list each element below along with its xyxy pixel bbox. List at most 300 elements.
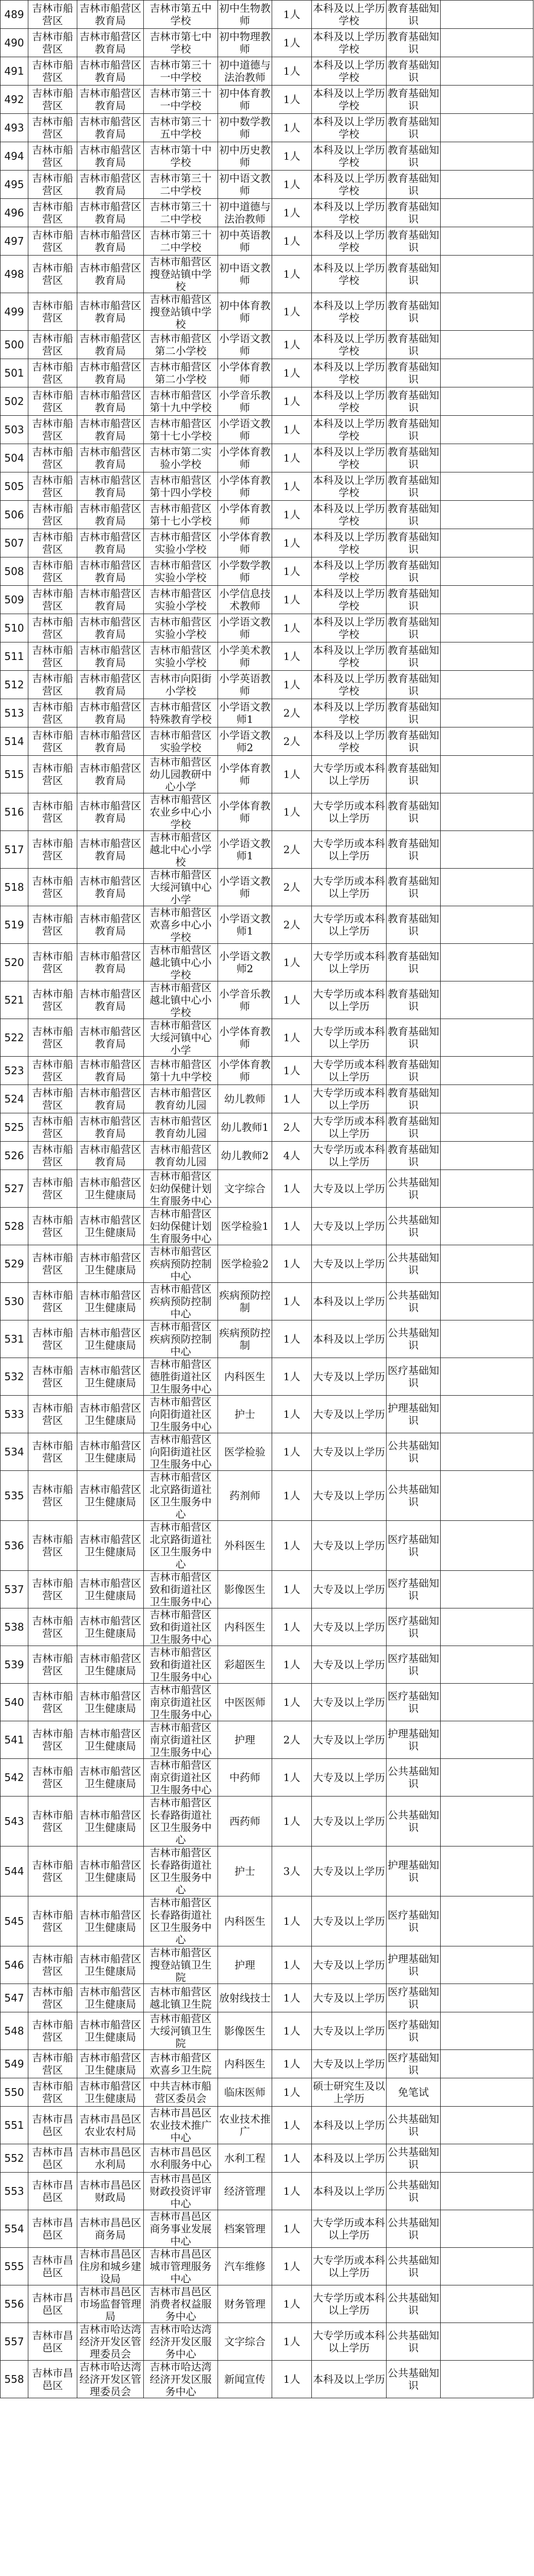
education-cell: 大专学历或本科以上学历 [312, 1113, 387, 1142]
table-row [1, 57, 533, 86]
blank-cell [441, 1521, 533, 1571]
table-row [1, 142, 533, 171]
blank-cell [441, 1571, 533, 1608]
row-number: 553 [1, 2173, 28, 2210]
area-cell: 吉林市船营区 [28, 1608, 77, 1646]
table-row [1, 944, 533, 981]
exam-cell: 教育基础知识 [387, 227, 441, 256]
department-cell: 吉林市船营区教育局 [77, 614, 144, 642]
unit-cell: 中共吉林市船营区委员会 [144, 2078, 218, 2107]
education-cell: 大专及以上学历 [312, 1521, 387, 1571]
post-cell: 初中数学教师 [218, 114, 272, 142]
table-row [1, 1946, 533, 1984]
row-number: 527 [1, 1170, 28, 1208]
table-row [1, 29, 533, 57]
blank-cell [441, 2285, 533, 2323]
area-cell: 吉林市船营区 [28, 1721, 77, 1759]
row-number: 510 [1, 614, 28, 642]
post-cell: 小学体育教师 [218, 501, 272, 529]
exam-cell: 教育基础知识 [387, 293, 441, 331]
blank-cell [441, 142, 533, 171]
department-cell: 吉林市船营区教育局 [77, 142, 144, 171]
department-cell: 吉林市船营区教育局 [77, 86, 144, 114]
row-number: 506 [1, 501, 28, 529]
blank-cell [441, 387, 533, 416]
education-cell: 大专学历或本科以上学历 [312, 1057, 387, 1085]
count-cell: 1人 [272, 29, 312, 57]
exam-cell: 公共基础知识 [387, 2144, 441, 2173]
area-cell: 吉林市船营区 [28, 1396, 77, 1433]
unit-cell: 吉林市船营区德胜街道社区卫生服务中心 [144, 1358, 218, 1396]
education-cell: 本科及以上学历学校 [312, 586, 387, 614]
education-cell: 大专及以上学历 [312, 1797, 387, 1846]
post-cell: 药剂师 [218, 1471, 272, 1521]
department-cell: 吉林市船营区教育局 [77, 793, 144, 831]
blank-cell [441, 171, 533, 199]
exam-cell: 医疗基础知识 [387, 2012, 441, 2050]
exam-cell: 公共基础知识 [387, 1433, 441, 1471]
row-number: 522 [1, 1019, 28, 1057]
count-cell: 1人 [272, 1797, 312, 1846]
education-cell: 大专学历或本科以上学历 [312, 944, 387, 981]
department-cell: 吉林市船营区教育局 [77, 1113, 144, 1142]
row-number: 550 [1, 2078, 28, 2107]
blank-cell [441, 1684, 533, 1721]
exam-cell: 教育基础知识 [387, 359, 441, 387]
department-cell: 吉林市船营区教育局 [77, 331, 144, 359]
exam-cell: 医疗基础知识 [387, 1646, 441, 1684]
row-number: 555 [1, 2248, 28, 2285]
row-number: 529 [1, 1245, 28, 1283]
blank-cell [441, 444, 533, 472]
education-cell: 大专学历或本科以上学历 [312, 906, 387, 944]
department-cell: 吉林市船营区卫生健康局 [77, 1283, 144, 1320]
education-cell: 本科及以上学历 [312, 1320, 387, 1358]
education-cell: 本科及以上学历学校 [312, 29, 387, 57]
exam-cell: 医疗基础知识 [387, 1896, 441, 1946]
blank-cell [441, 756, 533, 793]
department-cell: 吉林市船营区教育局 [77, 756, 144, 793]
exam-cell: 教育基础知识 [387, 171, 441, 199]
area-cell: 吉林市船营区 [28, 1471, 77, 1521]
department-cell: 吉林市船营区教育局 [77, 416, 144, 444]
exam-cell: 教育基础知识 [387, 642, 441, 671]
count-cell: 1人 [272, 1208, 312, 1245]
blank-cell [441, 57, 533, 86]
blank-cell [441, 557, 533, 586]
count-cell: 1人 [272, 57, 312, 86]
education-cell: 大专学历或本科以上学历 [312, 831, 387, 869]
row-number: 537 [1, 1571, 28, 1608]
blank-cell [441, 2050, 533, 2078]
unit-cell: 吉林市第十中学校 [144, 142, 218, 171]
blank-cell [441, 293, 533, 331]
row-number: 552 [1, 2144, 28, 2173]
area-cell: 吉林市船营区 [28, 29, 77, 57]
exam-cell: 公共基础知识 [387, 1170, 441, 1208]
department-cell: 吉林市船营区教育局 [77, 199, 144, 227]
row-number: 495 [1, 171, 28, 199]
education-cell: 大专学历或本科以上学历 [312, 1019, 387, 1057]
exam-cell: 教育基础知识 [387, 416, 441, 444]
post-cell: 文字综合 [218, 2323, 272, 2361]
unit-cell: 吉林市船营区致和街道社区卫生服务中心 [144, 1646, 218, 1684]
exam-cell: 公共基础知识 [387, 1245, 441, 1283]
exam-cell: 医疗基础知识 [387, 1358, 441, 1396]
post-cell: 财务管理 [218, 2285, 272, 2323]
exam-cell: 教育基础知识 [387, 1142, 441, 1170]
count-cell: 1人 [272, 1471, 312, 1521]
area-cell: 吉林市船营区 [28, 2050, 77, 2078]
row-number: 526 [1, 1142, 28, 1170]
row-number: 520 [1, 944, 28, 981]
unit-cell: 吉林市船营区长春路街道社区卫生服务中心 [144, 1846, 218, 1896]
department-cell: 吉林市船营区卫生健康局 [77, 1433, 144, 1471]
count-cell: 2人 [272, 906, 312, 944]
department-cell: 吉林市船营区教育局 [77, 906, 144, 944]
row-number: 533 [1, 1396, 28, 1433]
post-cell: 内科医生 [218, 1608, 272, 1646]
unit-cell: 吉林市船营区第十七小学校 [144, 501, 218, 529]
post-cell: 初中道德与法治教师 [218, 199, 272, 227]
count-cell: 1人 [272, 981, 312, 1019]
table-row [1, 1797, 533, 1846]
count-cell: 1人 [272, 2107, 312, 2144]
education-cell: 大专及以上学历 [312, 1396, 387, 1433]
blank-cell [441, 2012, 533, 2050]
exam-cell: 教育基础知识 [387, 1, 441, 29]
area-cell: 吉林市船营区 [28, 1984, 77, 2012]
blank-cell [441, 944, 533, 981]
area-cell: 吉林市船营区 [28, 1646, 77, 1684]
unit-cell: 吉林市船营区特殊教育学校 [144, 699, 218, 727]
area-cell: 吉林市船营区 [28, 1113, 77, 1142]
area-cell: 吉林市昌邑区 [28, 2361, 77, 2398]
row-number: 502 [1, 387, 28, 416]
blank-cell [441, 1946, 533, 1984]
count-cell: 1人 [272, 1984, 312, 2012]
education-cell: 大专及以上学历 [312, 1846, 387, 1896]
area-cell: 吉林市船营区 [28, 831, 77, 869]
department-cell: 吉林市船营区教育局 [77, 29, 144, 57]
exam-cell: 公共基础知识 [387, 2361, 441, 2398]
area-cell: 吉林市船营区 [28, 501, 77, 529]
unit-cell: 吉林市船营区大绥河镇卫生院 [144, 2012, 218, 2050]
area-cell: 吉林市船营区 [28, 359, 77, 387]
unit-cell: 吉林市船营区疾病预防控制中心 [144, 1283, 218, 1320]
post-cell: 小学美术教师 [218, 642, 272, 671]
exam-cell: 医疗基础知识 [387, 1571, 441, 1608]
exam-cell: 教育基础知识 [387, 199, 441, 227]
count-cell: 1人 [272, 793, 312, 831]
education-cell: 大专及以上学历 [312, 1684, 387, 1721]
area-cell: 吉林市船营区 [28, 1896, 77, 1946]
row-number: 532 [1, 1358, 28, 1396]
blank-cell [441, 1208, 533, 1245]
blank-cell [441, 1019, 533, 1057]
area-cell: 吉林市昌邑区 [28, 2107, 77, 2144]
table-row [1, 1896, 533, 1946]
blank-cell [441, 981, 533, 1019]
post-cell: 外科医生 [218, 1521, 272, 1571]
count-cell: 1人 [272, 1946, 312, 1984]
department-cell: 吉林市船营区教育局 [77, 699, 144, 727]
table-row [1, 1142, 533, 1170]
post-cell: 临床医师 [218, 2078, 272, 2107]
department-cell: 吉林市船营区教育局 [77, 293, 144, 331]
count-cell: 3人 [272, 1846, 312, 1896]
table-row [1, 1759, 533, 1797]
education-cell: 硕士研究生及以上学历 [312, 2078, 387, 2107]
area-cell: 吉林市船营区 [28, 293, 77, 331]
area-cell: 吉林市船营区 [28, 1085, 77, 1113]
area-cell: 吉林市船营区 [28, 86, 77, 114]
department-cell: 吉林市船营区教育局 [77, 1019, 144, 1057]
count-cell: 1人 [272, 671, 312, 699]
exam-cell: 教育基础知识 [387, 1113, 441, 1142]
exam-cell: 教育基础知识 [387, 671, 441, 699]
count-cell: 1人 [272, 2210, 312, 2248]
count-cell: 1人 [272, 1433, 312, 1471]
blank-cell [441, 906, 533, 944]
table-row [1, 756, 533, 793]
area-cell: 吉林市船营区 [28, 671, 77, 699]
unit-cell: 吉林市船营区南京街道社区卫生服务中心 [144, 1684, 218, 1721]
unit-cell: 吉林市船营区实验小学校 [144, 614, 218, 642]
blank-cell [441, 1245, 533, 1283]
exam-cell: 教育基础知识 [387, 529, 441, 557]
department-cell: 吉林市船营区教育局 [77, 1085, 144, 1113]
count-cell: 1人 [272, 1245, 312, 1283]
exam-cell: 医疗基础知识 [387, 1608, 441, 1646]
blank-cell [441, 86, 533, 114]
blank-cell [441, 199, 533, 227]
count-cell: 1人 [272, 1019, 312, 1057]
blank-cell [441, 586, 533, 614]
table-row [1, 1113, 533, 1142]
table-row [1, 416, 533, 444]
count-cell: 1人 [272, 1646, 312, 1684]
row-number: 549 [1, 2050, 28, 2078]
count-cell: 1人 [272, 114, 312, 142]
post-cell: 初中体育教师 [218, 293, 272, 331]
table-row [1, 642, 533, 671]
table-row [1, 293, 533, 331]
unit-cell: 吉林市船营区第二小学校 [144, 331, 218, 359]
education-cell: 大专学历或本科以上学历 [312, 2285, 387, 2323]
table-row [1, 1984, 533, 2012]
post-cell: 初中物理教师 [218, 29, 272, 57]
count-cell: 1人 [272, 199, 312, 227]
post-cell: 新闻宣传 [218, 2361, 272, 2398]
exam-cell: 公共基础知识 [387, 1759, 441, 1797]
post-cell: 幼儿教师2 [218, 1142, 272, 1170]
department-cell: 吉林市昌邑区住房和城乡建设局 [77, 2248, 144, 2285]
unit-cell: 吉林市船营区农业乡中心小学校 [144, 793, 218, 831]
table-row [1, 2144, 533, 2173]
area-cell: 吉林市船营区 [28, 869, 77, 906]
row-number: 493 [1, 114, 28, 142]
blank-cell [441, 331, 533, 359]
education-cell: 大专及以上学历 [312, 1358, 387, 1396]
count-cell: 2人 [272, 727, 312, 756]
blank-cell [441, 1797, 533, 1846]
unit-cell: 吉林市第三十五中学校 [144, 114, 218, 142]
department-cell: 吉林市船营区教育局 [77, 671, 144, 699]
row-number: 528 [1, 1208, 28, 1245]
area-cell: 吉林市昌邑区 [28, 2285, 77, 2323]
department-cell: 吉林市船营区卫生健康局 [77, 1946, 144, 1984]
education-cell: 本科及以上学历学校 [312, 642, 387, 671]
count-cell: 1人 [272, 614, 312, 642]
education-cell: 本科及以上学历学校 [312, 114, 387, 142]
count-cell: 1人 [272, 359, 312, 387]
blank-cell [441, 1283, 533, 1320]
row-number: 548 [1, 2012, 28, 2050]
department-cell: 吉林市船营区教育局 [77, 472, 144, 501]
blank-cell [441, 869, 533, 906]
table-row [1, 981, 533, 1019]
department-cell: 吉林市船营区卫生健康局 [77, 2078, 144, 2107]
post-cell: 疾病预防控制 [218, 1283, 272, 1320]
department-cell: 吉林市船营区教育局 [77, 1, 144, 29]
table-row [1, 557, 533, 586]
count-cell: 1人 [272, 1396, 312, 1433]
blank-cell [441, 699, 533, 727]
row-number: 521 [1, 981, 28, 1019]
post-cell: 医学检验2 [218, 1245, 272, 1283]
area-cell: 吉林市船营区 [28, 756, 77, 793]
area-cell: 吉林市船营区 [28, 727, 77, 756]
education-cell: 本科及以上学历学校 [312, 359, 387, 387]
post-cell: 疾病预防控制 [218, 1320, 272, 1358]
blank-cell [441, 2173, 533, 2210]
row-number: 492 [1, 86, 28, 114]
post-cell: 小学语文教师 [218, 416, 272, 444]
table-row [1, 1358, 533, 1396]
exam-cell: 教育基础知识 [387, 472, 441, 501]
unit-cell: 吉林市船营区实验小学校 [144, 586, 218, 614]
row-number: 539 [1, 1646, 28, 1684]
table-row [1, 227, 533, 256]
blank-cell [441, 227, 533, 256]
table-row [1, 1396, 533, 1433]
table-row [1, 1433, 533, 1471]
department-cell: 吉林市船营区教育局 [77, 642, 144, 671]
education-cell: 大专学历或本科以上学历 [312, 2248, 387, 2285]
department-cell: 吉林市船营区教育局 [77, 586, 144, 614]
department-cell: 吉林市船营区教育局 [77, 529, 144, 557]
row-number: 496 [1, 199, 28, 227]
count-cell: 1人 [272, 142, 312, 171]
area-cell: 吉林市船营区 [28, 171, 77, 199]
post-cell: 小学语文教师 [218, 614, 272, 642]
department-cell: 吉林市船营区教育局 [77, 57, 144, 86]
count-cell: 1人 [272, 1170, 312, 1208]
unit-cell: 吉林市船营区妇幼保健计划生育服务中心 [144, 1170, 218, 1208]
department-cell: 吉林市船营区卫生健康局 [77, 1684, 144, 1721]
post-cell: 中药师 [218, 1759, 272, 1797]
area-cell: 吉林市船营区 [28, 557, 77, 586]
education-cell: 本科及以上学历学校 [312, 557, 387, 586]
exam-cell: 教育基础知识 [387, 831, 441, 869]
post-cell: 经济管理 [218, 2173, 272, 2210]
education-cell: 大专及以上学历 [312, 1646, 387, 1684]
unit-cell: 吉林市第三十二中学校 [144, 171, 218, 199]
area-cell: 吉林市船营区 [28, 906, 77, 944]
table-row [1, 444, 533, 472]
post-cell: 小学数学教师 [218, 557, 272, 586]
table-row [1, 1019, 533, 1057]
row-number: 500 [1, 331, 28, 359]
blank-cell [441, 1608, 533, 1646]
count-cell: 1人 [272, 387, 312, 416]
blank-cell [441, 1984, 533, 2012]
area-cell: 吉林市船营区 [28, 1019, 77, 1057]
count-cell: 2人 [272, 1113, 312, 1142]
post-cell: 小学体育教师 [218, 444, 272, 472]
education-cell: 大专学历或本科以上学历 [312, 869, 387, 906]
count-cell: 4人 [272, 1142, 312, 1170]
count-cell: 1人 [272, 1085, 312, 1113]
count-cell: 1人 [272, 444, 312, 472]
post-cell: 中医医师 [218, 1684, 272, 1721]
row-number: 538 [1, 1608, 28, 1646]
table-row [1, 1170, 533, 1208]
exam-cell: 教育基础知识 [387, 1019, 441, 1057]
table-row [1, 2210, 533, 2248]
row-number: 535 [1, 1471, 28, 1521]
blank-cell [441, 2361, 533, 2398]
post-cell: 护士 [218, 1846, 272, 1896]
row-number: 519 [1, 906, 28, 944]
exam-cell: 护理基础知识 [387, 1721, 441, 1759]
row-number: 531 [1, 1320, 28, 1358]
education-cell: 大专及以上学历 [312, 1245, 387, 1283]
post-cell: 初中语文教师 [218, 171, 272, 199]
row-number: 523 [1, 1057, 28, 1085]
unit-cell: 吉林市船营区长春路街道社区卫生服务中心 [144, 1896, 218, 1946]
area-cell: 吉林市船营区 [28, 614, 77, 642]
exam-cell: 公共基础知识 [387, 1471, 441, 1521]
area-cell: 吉林市船营区 [28, 1, 77, 29]
area-cell: 吉林市船营区 [28, 1245, 77, 1283]
area-cell: 吉林市昌邑区 [28, 2144, 77, 2173]
count-cell: 1人 [272, 2285, 312, 2323]
blank-cell [441, 529, 533, 557]
table-row [1, 614, 533, 642]
count-cell: 2人 [272, 699, 312, 727]
post-cell: 水利工程 [218, 2144, 272, 2173]
education-cell: 本科及以上学历学校 [312, 331, 387, 359]
exam-cell: 公共基础知识 [387, 1208, 441, 1245]
count-cell: 1人 [272, 293, 312, 331]
department-cell: 吉林市船营区卫生健康局 [77, 1896, 144, 1946]
row-number: 515 [1, 756, 28, 793]
table-row [1, 2361, 533, 2398]
table-row [1, 1571, 533, 1608]
area-cell: 吉林市船营区 [28, 1521, 77, 1571]
area-cell: 吉林市船营区 [28, 227, 77, 256]
education-cell: 本科及以上学历学校 [312, 671, 387, 699]
count-cell: 1人 [272, 1283, 312, 1320]
blank-cell [441, 1896, 533, 1946]
count-cell: 1人 [272, 1571, 312, 1608]
exam-cell: 教育基础知识 [387, 981, 441, 1019]
row-number: 557 [1, 2323, 28, 2361]
exam-cell: 公共基础知识 [387, 2210, 441, 2248]
exam-cell: 教育基础知识 [387, 793, 441, 831]
